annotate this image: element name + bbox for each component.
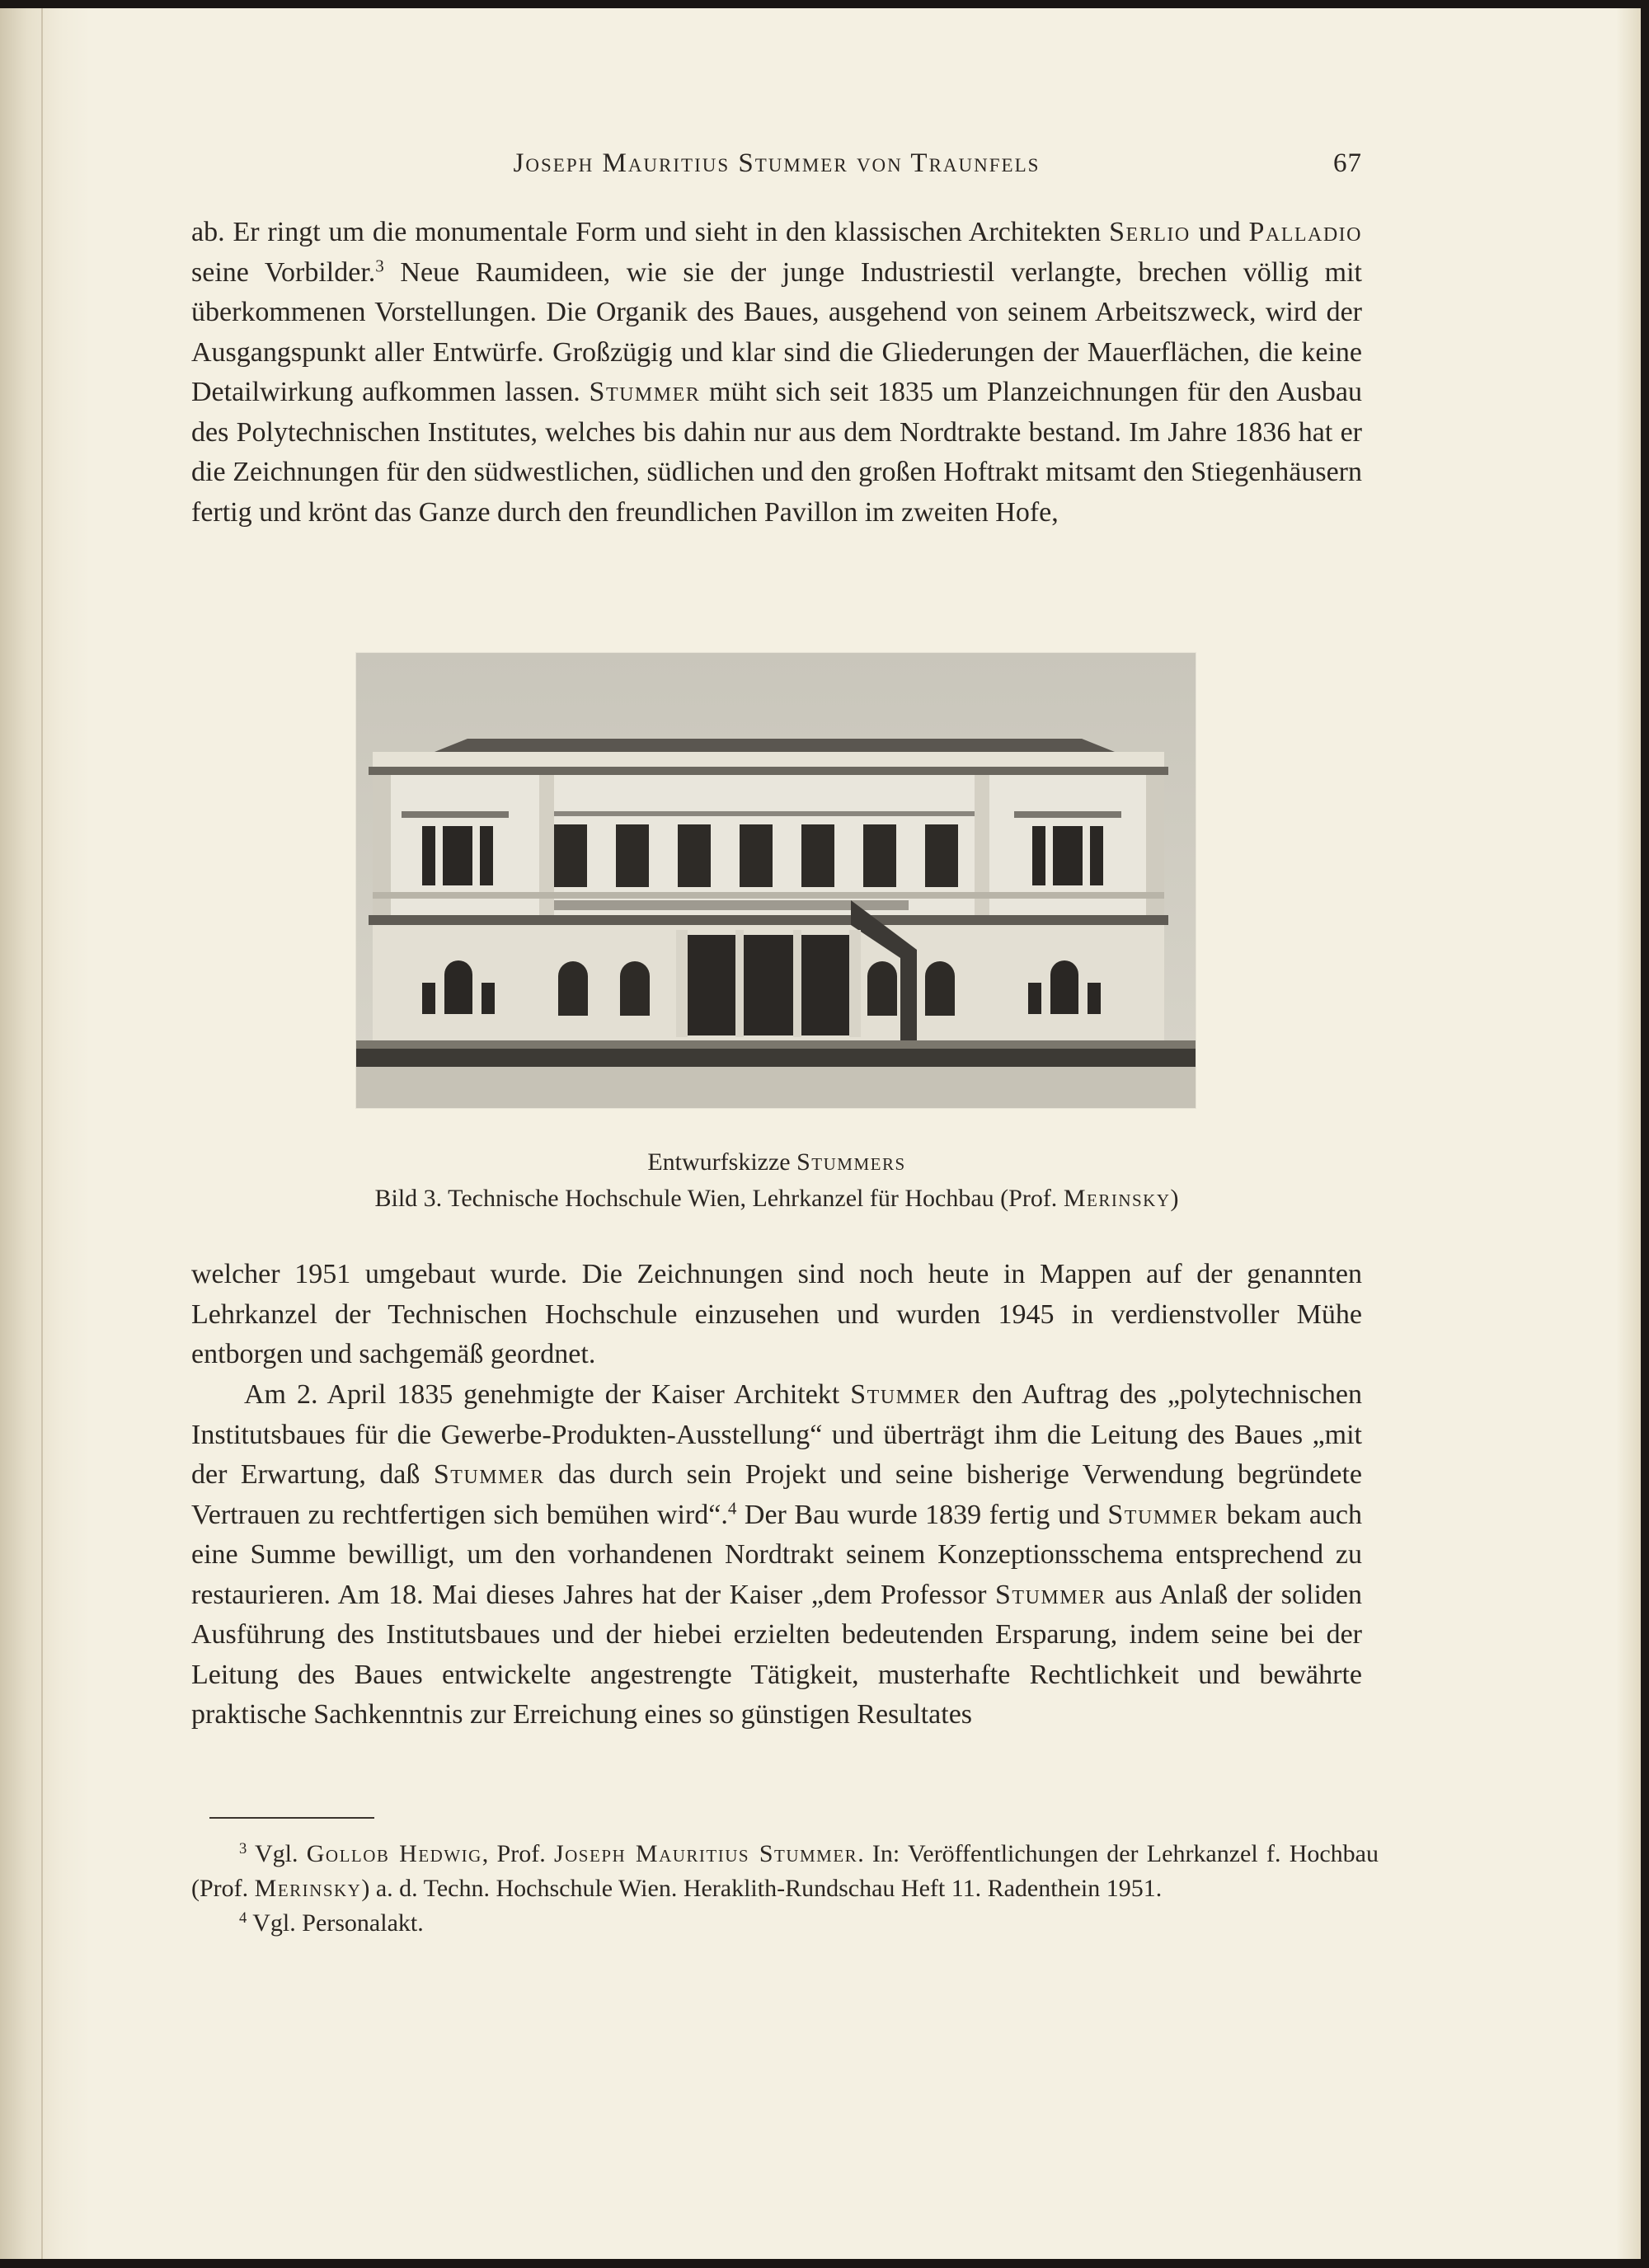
footnote-divider xyxy=(209,1817,374,1819)
name-stummer: Stummer xyxy=(589,377,701,407)
footnote-ref-3: 3 xyxy=(375,255,384,275)
book-page xyxy=(0,8,1641,2259)
name-palladio: Palladio xyxy=(1248,217,1363,247)
footnote-3: $^3$ Vgl. Gollob Hedwig, Prof. Joseph Mauritius Stummer. In: Veröffentlichungen der Lehrkanzel f. Hochbau (Prof. Merinsky) a. d. Techn. Hochschule Wien. Heraklith-Rundschau Heft 11. Radenthein 1951. xyxy=(191,1839,1379,1902)
page-edge xyxy=(1616,8,1641,2259)
paragraph-3: Am 2. April 1835 genehmigte der Kaiser Architekt Stummer den Auftrag des „polytechnischen Institutsbaues für die Gewerbe-Produkten-Ausstellung“ und überträgt ihm die Leitung des Baues „mit der Erwartung, daß Stummer das durch sein Projekt und seine bisherige Verwendung begründete Vertrauen zu rechtfertigen sich bemühen wird“.$^4$ Der Bau wurde 1839 fertig und Stummer bekam auch eine Summe bewilligt, um den vorhandenen Nordtrakt seinem Konzeptionsschema entsprechend zu restaurieren. Am 18. Mai dieses Jahres hat der Kaiser „dem Professor Stummer aus Anlaß der soliden Ausführung des Institutsbaues und der hiebei erzielten bedeutenden Ersparung, indem seine bei der Leitung des Baues entwickelte angestrengte Tätigkeit, musterhafte Rechtlichkeit und bewährte praktische Sachkenntnis zur Erreichung eines so günstigen Resultates xyxy=(191,1379,1362,1730)
paragraph-1: ab. Er ringt um die monumentale Form und sieht in den klassischen Architekten Serlio und Palladio seine Vorbilder.$^3$ Neue Raumideen, wie sie der junge Industriestil verlangte, brechen völlig mit überkommenen Vorstellungen. Die Organik des Baues, ausgehend von seinem Arbeitszweck, wird der Ausgangspunkt aller Entwürfe. Großzügig und klar sind die Gliederungen der Mauerflächen, die keine Detailwirkung aufkommen lassen. Stummer müht sich seit 1835 um Planzeichnungen für den Ausbau des Polytechnischen Institutes, welches bis dahin nur aus dem Nordtrakte bestand. Im Jahre 1836 hat er die Zeichnungen für den südwestlichen, südlichen und den großen Hoftrakt mitsamt den Stiegenhäusern fertig und krönt das Ganze durch den freundlichen Pavillon im zweiten Hofe, xyxy=(191,217,1363,528)
building-facade-illustration xyxy=(356,653,1196,1108)
footnotes xyxy=(191,1837,1379,1941)
footnote-ref-4: 4 xyxy=(727,1497,737,1518)
paragraph-2: welcher 1951 umgebaut wurde. Die Zeichnungen sind noch heute in Mappen auf der genannten Lehrkanzel der Technischen Hochschule einzusehen und wurden 1945 in verdienstvoller Mühe entborgen und sachgemäß geordnet. xyxy=(191,1259,1362,1369)
running-header xyxy=(191,148,1362,190)
running-title: Joseph Mauritius Stummer von Traunfels xyxy=(513,148,1041,178)
figure-caption-line-2: Bild 3. Technische Hochschule Wien, Lehrkanzel für Hochbau (Prof. Merinsky) xyxy=(374,1185,1179,1212)
footnote-4: $^4$ Vgl. Personalakt. xyxy=(239,1909,424,1937)
spine-line xyxy=(41,8,43,2259)
spine-shadow xyxy=(0,8,91,2259)
name-serlio: Serlio xyxy=(1109,217,1191,247)
building-sketch-figure xyxy=(356,653,1196,1108)
figure-caption-line-1: Entwurfskizze Stummers xyxy=(647,1148,906,1176)
page-number: 67 xyxy=(1333,148,1362,178)
